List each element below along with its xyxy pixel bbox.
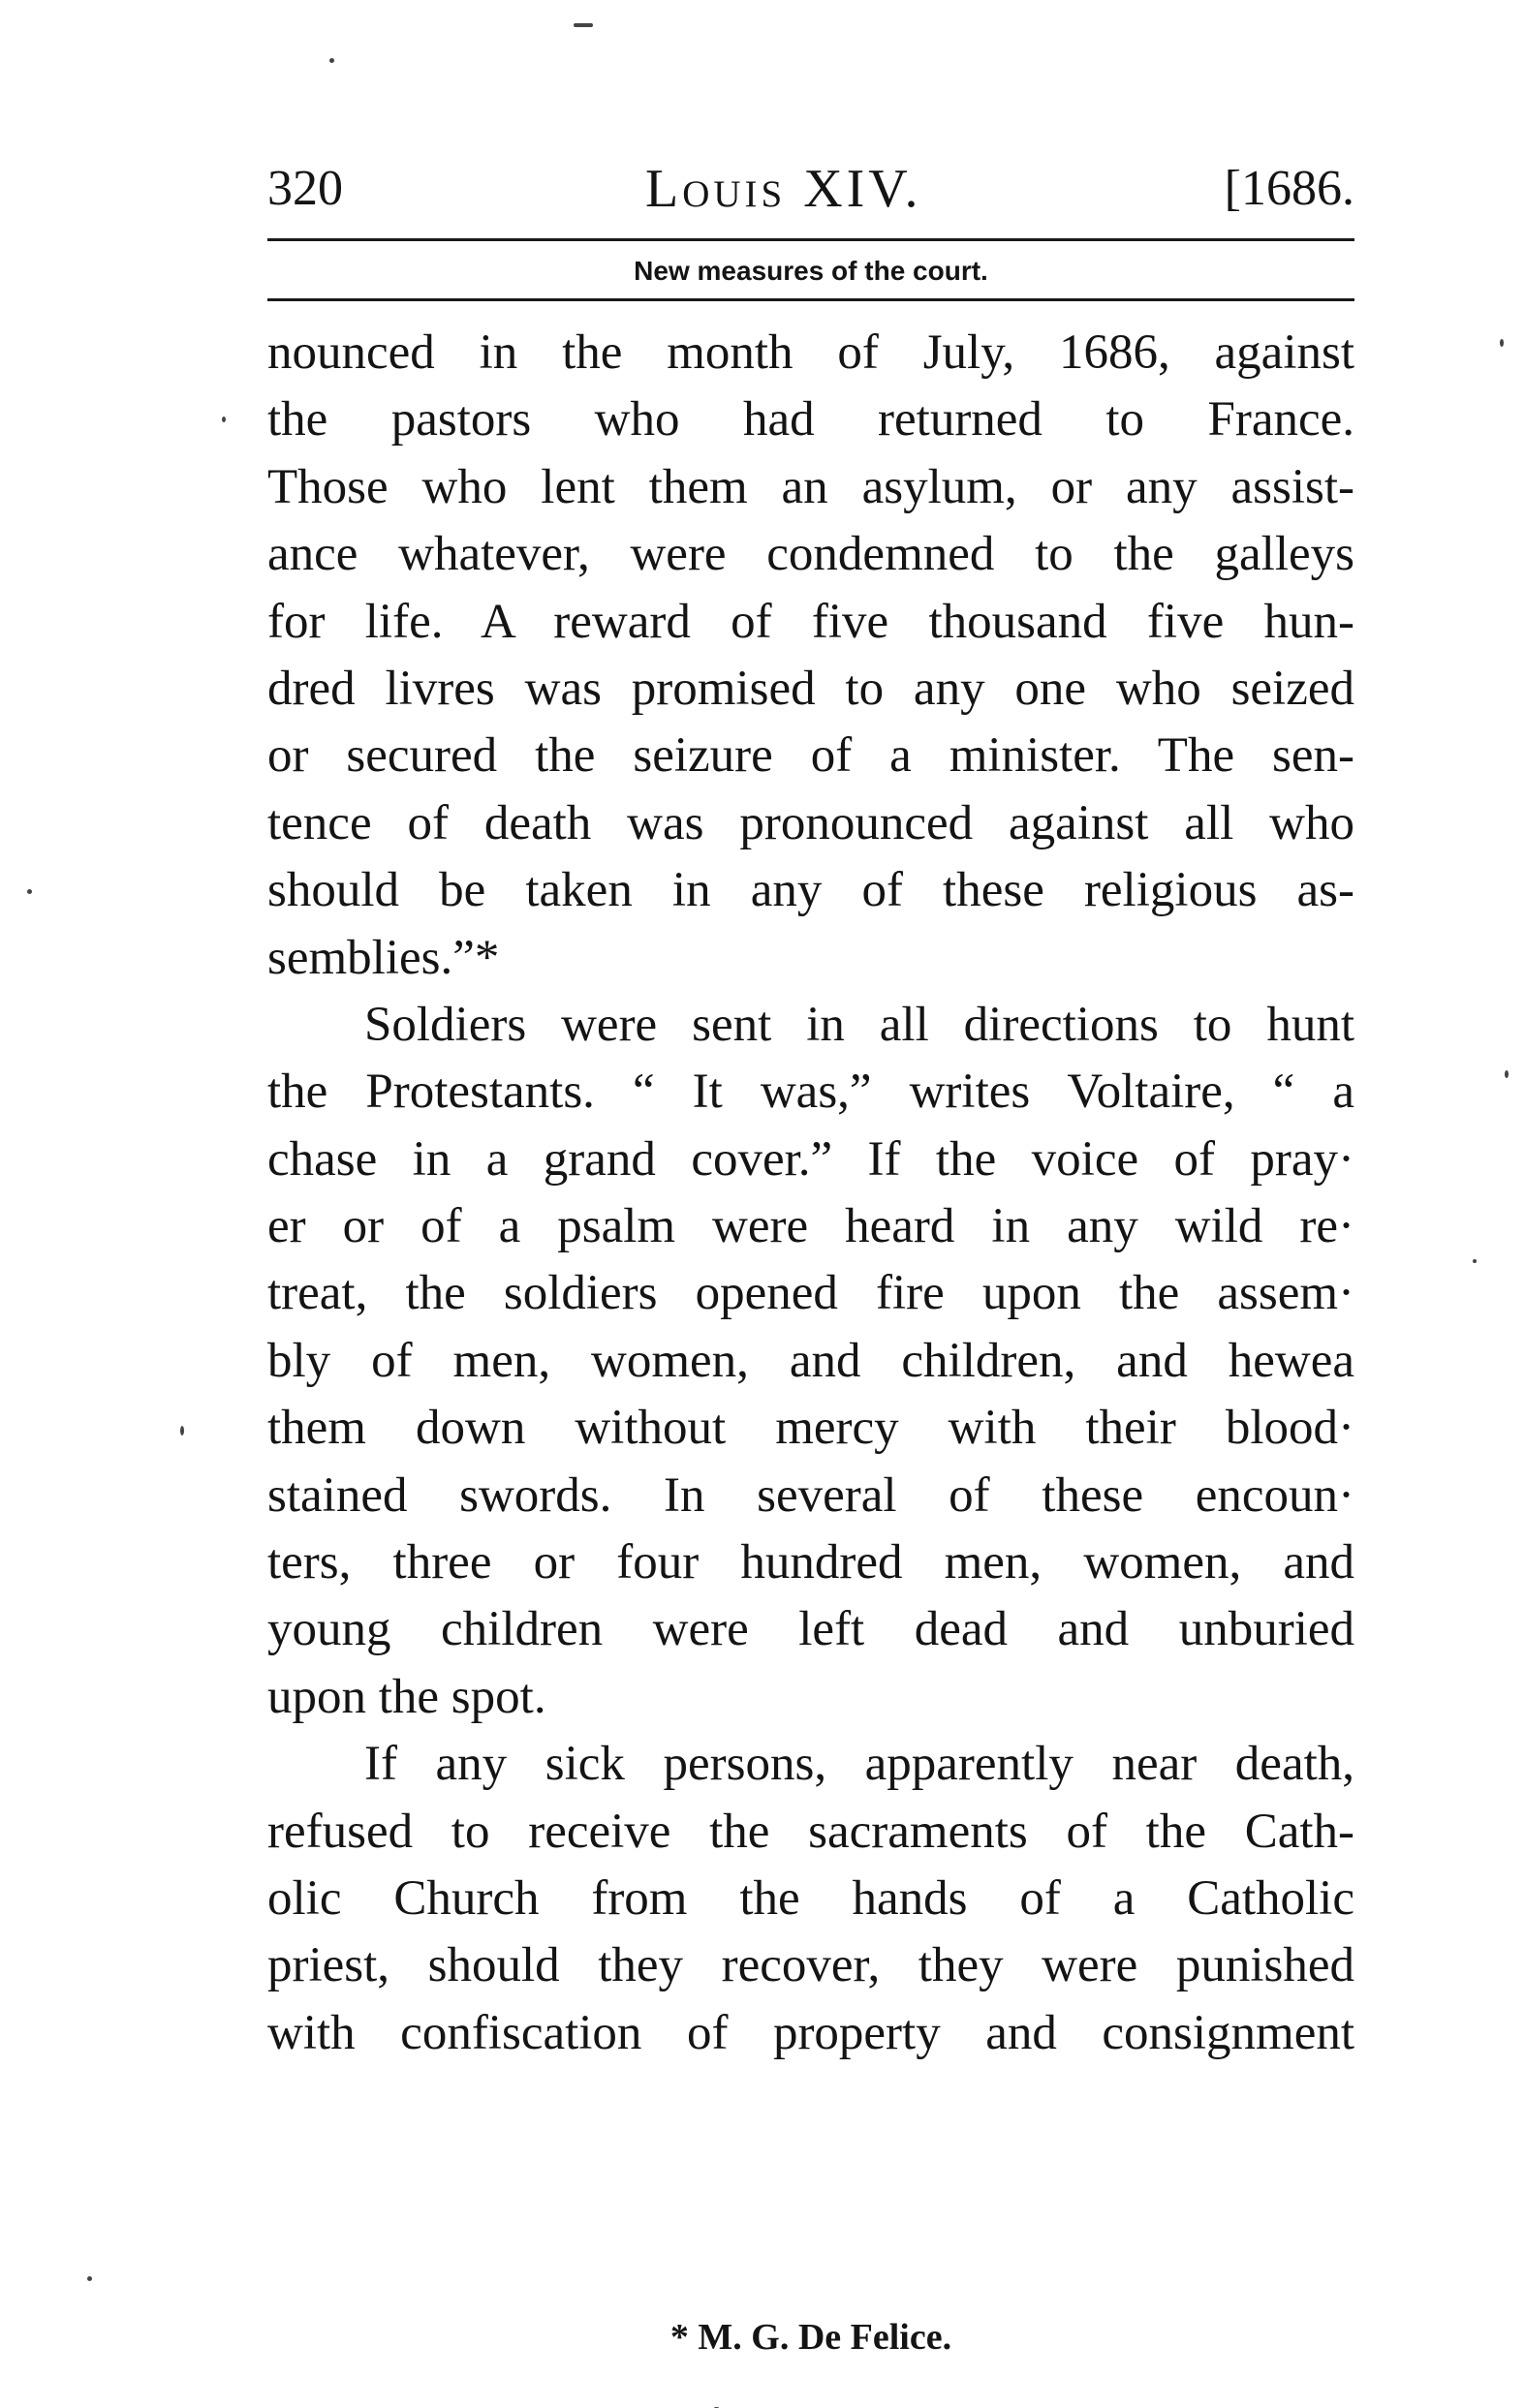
text-line: refused to receive the sacraments of the Cath- xyxy=(267,1804,1354,1859)
scan-speck xyxy=(180,1426,184,1436)
text-line: priest, should they recover, they were punished xyxy=(267,1938,1354,1993)
scan-speck xyxy=(329,58,334,63)
running-title: Louis XIV. xyxy=(645,159,922,219)
text-line: the pastors who had returned to France. xyxy=(267,392,1354,448)
scan-speck xyxy=(1473,1259,1477,1263)
text-line: for life. A reward of five thousand five hun- xyxy=(267,594,1354,649)
text-line: olic Church from the hands of a Catholic xyxy=(267,1870,1354,1926)
text-line: them down without mercy with their blood· xyxy=(267,1401,1354,1456)
text-line: dred livres was promised to any one who seized xyxy=(267,661,1354,716)
text-line: chase in a grand cover.” If the voice of pray· xyxy=(267,1131,1354,1187)
footnote: * M. G. De Felice. xyxy=(669,2317,952,2358)
text-line: with confiscation of property and consignment xyxy=(267,2005,1354,2060)
text-line: should be taken in any of these religious as- xyxy=(267,863,1354,918)
text-line: stained swords. In several of these encoun· xyxy=(267,1467,1354,1523)
body-text xyxy=(267,320,1354,2067)
text-line: or secured the seizure of a minister. The sen- xyxy=(267,728,1354,784)
text-line: the Protestants. “ It was,” writes Voltaire, “ a xyxy=(267,1065,1354,1120)
page-year: [1686. xyxy=(1224,161,1354,216)
scan-speck xyxy=(1505,1070,1509,1078)
scan-speck xyxy=(574,23,593,27)
text-line: Those who lent them an asylum, or any assist- xyxy=(267,459,1354,514)
scan-speck xyxy=(222,417,226,422)
scan-speck xyxy=(1500,339,1504,347)
text-line: young children were left dead and unburied xyxy=(267,1602,1354,1657)
text-line: ance whatever, were condemned to the galleys xyxy=(267,527,1354,582)
section-caption: New measures of the court. xyxy=(634,256,988,286)
text-line: tence of death was pronounced against all who xyxy=(267,795,1354,850)
scan-speck xyxy=(27,889,32,894)
text-line: er or of a psalm were heard in any wild re· xyxy=(267,1199,1354,1254)
header-rule-bottom xyxy=(267,298,1354,301)
text-line: treat, the soldiers opened fire upon the assem· xyxy=(267,1266,1354,1321)
text-line: ters, three or four hundred men, women, and xyxy=(267,1535,1354,1590)
text-line: If any sick persons, apparently near death, xyxy=(364,1737,1354,1792)
text-line: Soldiers were sent in all directions to hunt xyxy=(364,997,1354,1052)
scan-speck xyxy=(87,2276,92,2281)
text-line: semblies.”* xyxy=(267,930,500,985)
text-line: upon the spot. xyxy=(267,1669,546,1724)
page-header xyxy=(267,155,1354,223)
header-rule-top xyxy=(267,238,1354,241)
page-number: 320 xyxy=(267,161,343,216)
text-line: bly of men, women, and children, and hewea xyxy=(267,1333,1354,1388)
text-line: nounced in the month of July, 1686, against xyxy=(267,325,1354,380)
